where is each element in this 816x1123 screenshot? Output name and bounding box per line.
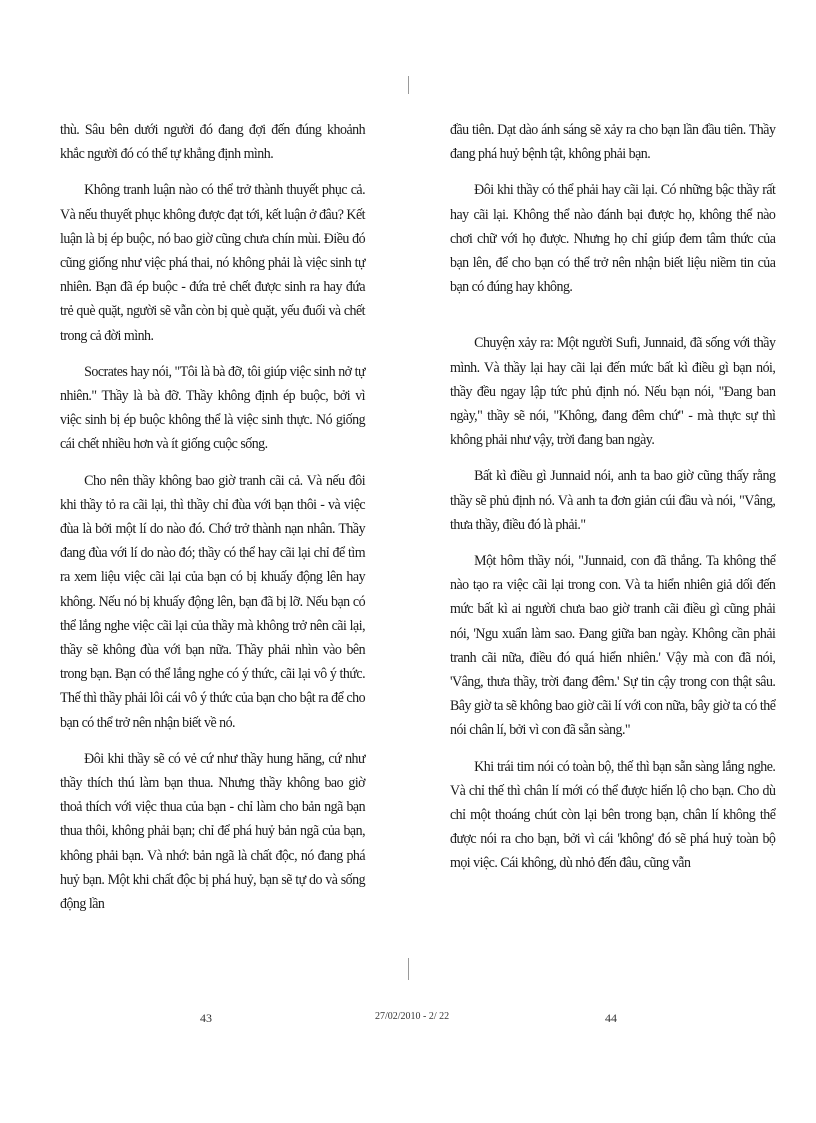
paragraph: Chuyện xảy ra: Một người Sufi, Junnaid, đã sống với thầy mình. Và thầy lại hay cãi lại đến mức bất kì điều gì bạn nói, thầy đều ngay lập tức phủ định nó. Nếu bạn nói, "Đang ban ngày," thầy sẽ nói, "Không, đang đêm chứ" - mà thực sự thì không phải như vậy, trời đang ban ngày.: [450, 335, 776, 449]
left-page-column: [60, 118, 368, 928]
paragraph: Một hôm thầy nói, "Junnaid, con đã thắng. Ta không thể nào tạo ra việc cãi lại trong con. Và ta hiển nhiên giả dối đến mức bất kì ai người chưa bao giờ tranh cãi điều gì cũng phải nói, 'Ngu xuẩn làm sao. Đang giữa ban ngày. Không cần phải tranh cãi nữa, điều đó quá hiển nhiên.' Vậy mà con đã nói, 'Vâng, thưa thầy, trời đang đêm.' Sự tin cậy trong con thật sâu. Bây giờ ta sẽ không bao giờ cãi lí với con nữa, bây giờ ta có thể nói chân lí, bởi vì con đã sẵn sàng.": [450, 553, 776, 739]
page-number-left: 43: [200, 1011, 212, 1025]
paragraph: Bất kì điều gì Junnaid nói, anh ta bao giờ cũng thấy rằng thầy sẽ phủ định nó. Và anh ta đơn giản cúi đầu và nói, "Vâng, thưa thầy, điều đó là phải.": [450, 468, 776, 533]
footer-date: 27/02/2010 - 2/ 22: [375, 1011, 450, 1022]
paragraph: Socrates hay nói, "Tôi là bà đỡ, tôi giúp việc sinh nở tự nhiên." Thầy là bà đỡ. Thầy không định ép buộc, bởi vì việc sinh bị ép buộc không thể là việc sinh thực. Nó giống cái chết nhiều hơn và ít giống cuộc sống.: [60, 363, 366, 453]
page-number-right: 44: [605, 1011, 617, 1025]
paragraph: Không tranh luận nào có thể trở thành thuyết phục cả. Và nếu thuyết phục không được đạt tới, kết luận ở đâu? Kết luận là bị ép buộc, nó bao giờ cũng chưa chín mùi. Điều đó cũng giống như việc phá thai, nó không phải là việc sinh tự nhiên. Bạn đã ép buộc - đứa trẻ chết được sinh ra hay đứa trẻ què quặt, người sẽ vẫn còn bị què quặt, yếu đuối và chết trong cả đời mình.: [60, 182, 366, 344]
paragraph: đầu tiên. Dạt dào ánh sáng sẽ xảy ra cho bạn lần đầu tiên. Thầy đang phá huỷ bệnh tật, không phải bạn.: [450, 122, 776, 163]
paragraph: thù. Sâu bên dưới người đó đang đợi đến đúng khoảnh khắc người đó có thể tự khẳng định mình.: [60, 122, 366, 163]
right-page-column: [450, 118, 774, 888]
paragraph: Đôi khi thầy có thể phải hay cãi lại. Có những bậc thầy rất hay cãi lại. Không thể nào đánh bại được họ, không thể nào chơi chữ với họ được. Nhưng họ chỉ giúp đem tâm thức của bạn lên, để cho bạn có thể trở nên nhận biết liệu niềm tin của bạn có đúng hay không.: [450, 182, 776, 296]
paragraph: Khi trái tim nói có toàn bộ, thế thì bạn sẵn sàng lắng nghe. Và chỉ thế thì chân lí mới có thể được hiển lộ cho bạn. Cho dù chỉ một thoáng chút còn lại bên trong bạn, chân lí không thể được nói ra cho bạn, bởi vì cái 'không' đó sẽ phá huỷ toàn bộ mọi việc. Cái không, dù nhỏ đến đâu, cũng vẫn: [450, 758, 776, 872]
page-divider-bottom: [408, 958, 409, 980]
paragraph: Đôi khi thầy sẽ có vẻ cứ như thầy hung hăng, cứ như thầy thích thú làm bạn thua. Nhưng thầy không bao giờ thoả thích với việc thua của bạn - chỉ làm cho bản ngã bạn thua thôi, không phải bạn; chỉ để phá huỷ bản ngã của bạn, không phải bạn. Và nhớ: bản ngã là chất độc, nó đang phá huỷ bạn. Một khi chất độc bị phá huỷ, bạn sẽ tự do và sống động lần: [60, 750, 366, 913]
page-divider-top: [408, 76, 409, 94]
paragraph: Cho nên thầy không bao giờ tranh cãi cả. Và nếu đôi khi thầy tỏ ra cãi lại, thì thầy chỉ đùa với bạn thôi - và việc đùa là bởi một lí do nào đó. Chớ trở thành nạn nhân. Thầy đang đùa với lí do nào đó; thầy có thể hay cãi lại chỉ để tìm ra xem liệu việc cãi lại của bạn có bị khuấy động lên hay không. Nếu nó bị khuấy động lên, bạn đã bị lỡ. Nếu bạn có thể lắng nghe việc cãi lại của thầy mà không trở nên cãi lại, thầy sẽ không đùa với bạn nữa. Thầy phải nhìn vào bên trong bạn. Bạn có thể lắng nghe có ý thức, cãi lại vô ý thức. Thế thì thầy phải lôi cái vô ý thức của bạn cho bật ra để cho bạn có thể trở nên nhận biết về nó.: [60, 472, 366, 731]
